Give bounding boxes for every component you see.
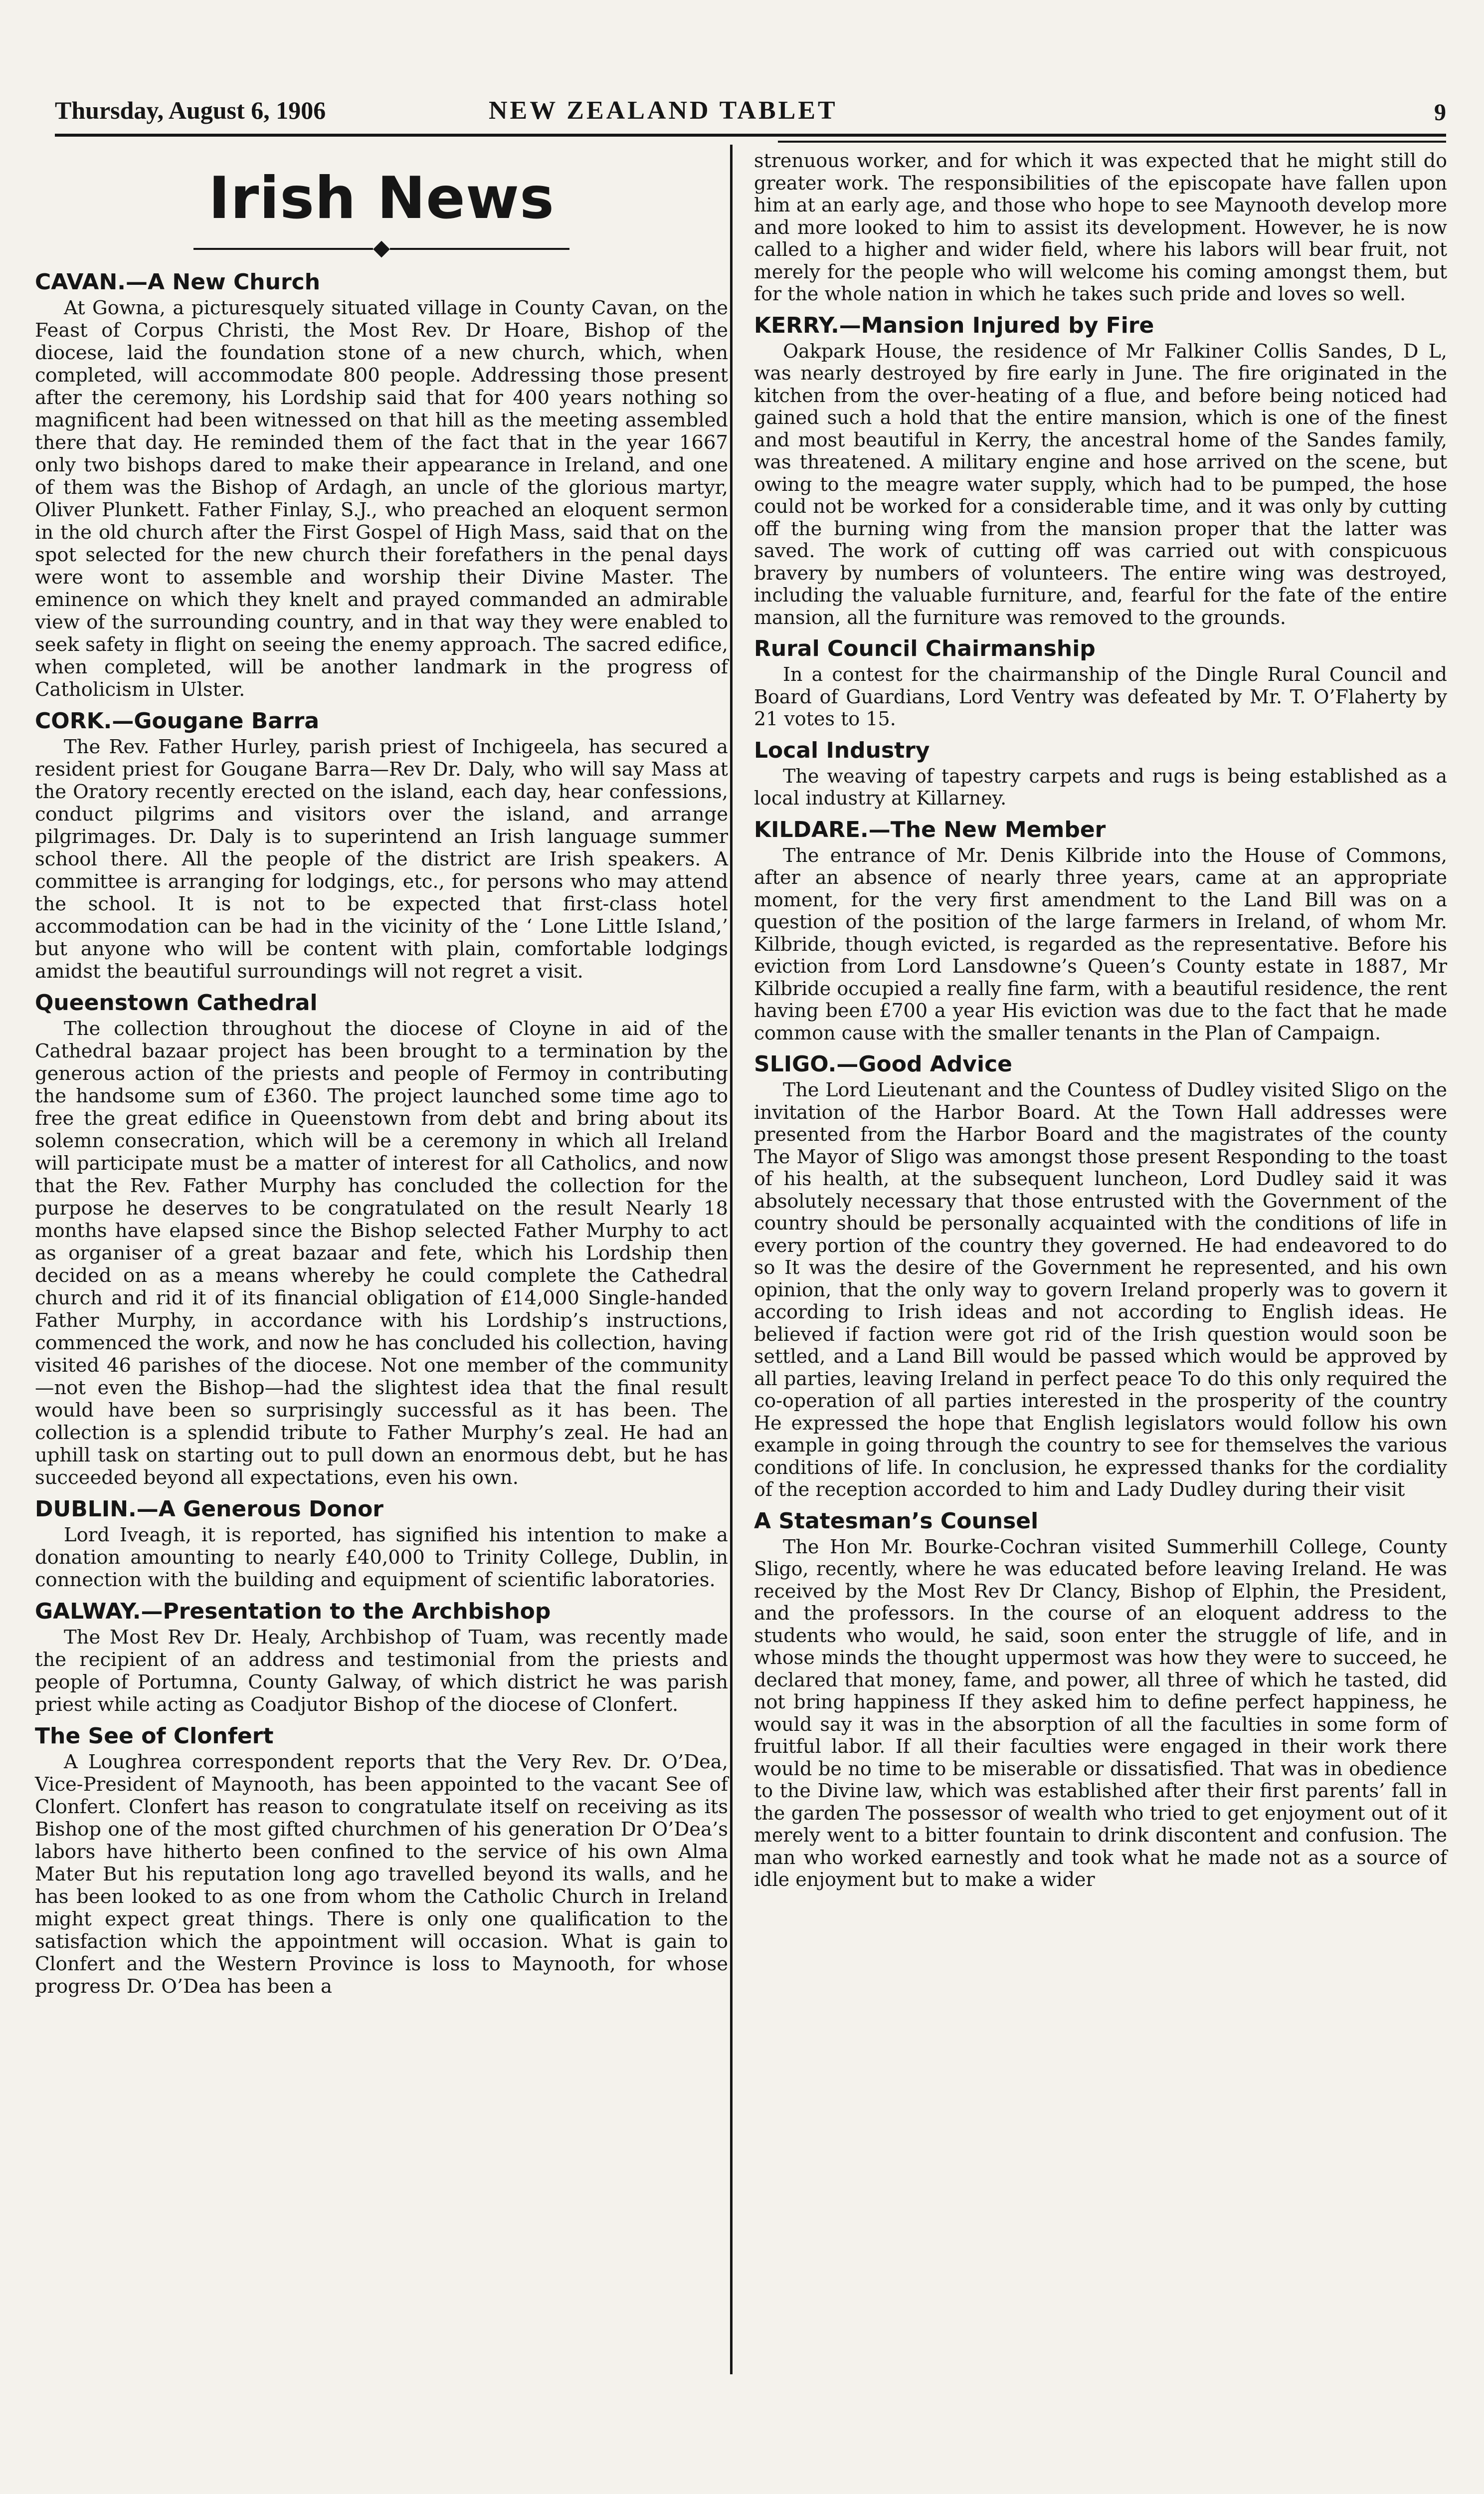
article-body: Lord Iveagh, it is reported, has signified his intention to make a donation amounting to nearly £40,000 to Trinity College, Dublin, in connection with the building and equipment of scientific laboratories.	[35, 1524, 728, 1591]
article-heading: Queenstown Cathedral	[35, 990, 318, 1016]
article-body: A Loughrea correspondent reports that the Very Rev. Dr. O’Dea, Vice-President of Maynooth, has been appointed to the vacant See of Clonfert. Clonfert has reason to congratulate itself on receiving as its Bishop one of the most gifted churchmen of his generation Dr O’Dea’s labors have hitherto been confined to the service of his own Alma Mater But his reputation long ago travelled beyond its walls, and he has been looked to as one from whom the Catholic Church in Ireland might expect great things. There is only one qualification to the satisfaction which the appointment will occasion. What is gain to Clonfert and the Western Province is loss to Maynooth, for whose progress Dr. O’Dea has been a	[35, 1751, 728, 1998]
header-rule-secondary	[778, 141, 1446, 143]
article-heading: GALWAY.—Presentation to the Archbishop	[35, 1599, 551, 1624]
article-body: Oakpark House, the residence of Mr Falkiner Collis Sandes, D L, was nearly destroyed by fire early in June. The fire originated in the kitchen from the over-heating of a flue, and before being noticed had gained such a hold that the entire mansion, which is one of the finest and most beautiful in Kerry, the ancestral home of the Sandes family, was threatened. A military engine and hose arrived on the scene, but owing to the meagre water supply, which had to be pumped, the hose could not be worked for a considerable time, and it was only by cutting off the burning wing from the mansion proper that the latter was saved. The work of cutting off was carried out with conspicuous bravery by numbers of volunteers. The entire wing was destroyed, including the valuable furniture, and, fearful for the fate of the entire mansion, all the furniture was removed to the grounds.	[754, 340, 1447, 628]
article-clonfert	[35, 1723, 728, 1998]
left-column	[35, 150, 728, 1998]
article-body: The collection throughout the diocese of Cloyne in aid of the Cathedral bazaar project has been brought to a termination by the generous action of the priests and people of Fermoy in contributing the handsome sum of £360. The project launched some time ago to free the great edifice in Queenstown from debt and bring about its solemn consecration, which will be a ceremony in which all Ireland will participate must be a matter of interest for all Catholics, and now that the Rev. Father Murphy has concluded the collection for the purpose he deserves to be congratulated on the result Nearly 18 months have elapsed since the Bishop selected Father Murphy to act as organiser of a great bazaar and fete, which his Lordship then decided on as a means whereby he could complete the Cathedral church and rid it of its financial obligation of £14,000 Single-handed Father Murphy, in accordance with his Lordship’s instructions, commenced the work, and now he has concluded his collection, having visited 46 parishes of the diocese. Not one member of the community—not even the Bishop—had the slightest idea that the final result would have been so surprisingly successful as it has been. The collection is a splendid tribute to Father Murphy’s zeal. He had an uphill task on starting out to pull down an enormous debt, but he has succeeded beyond all expectations, even his own.	[35, 1018, 728, 1489]
article-body: The Hon Mr. Bourke-Cochran visited Summerhill College, County Sligo, recently, where he was educated before leaving Ireland. He was received by the Most Rev Dr Clancy, Bishop of Elphin, the President, and the professors. In the course of an eloquent address to the students who would, he said, soon enter the struggle of life, and in whose minds the thought uppermost was how they were to succeed, he declared that money, fame, and power, all three of which he tasted, did not bring happiness If they asked him to define perfect happiness, he would say it was in the absorption of all the faculties in some form of fruitful labor. If all their faculties were engaged in their work there would be no time to be miserable or dissatisfied. That was in obedience to the Divine law, which was established after their first parents’ fall in the garden The possessor of wealth who tried to get enjoyment out of it merely went to a bitter fountain to drink discontent and confusion. The man who worked earnestly and took what he made not as a source of idle enjoyment but to make a wider	[754, 1535, 1447, 1890]
header-rule	[55, 134, 1446, 137]
article-body: The Rev. Father Hurley, parish priest of Inchigeela, has secured a resident priest for Gougane Barra—Rev Dr. Daly, who will say Mass at the Oratory recently erected on the island, each day, hear confessions, conduct pilgrims and visitors over the island, and arrange pilgrimages. Dr. Daly is to superintend an Irish language summer school there. All the people of the district are Irish speakers. A committee is arranging for lodgings, etc., for persons who may attend the school. It is not to be expected that first-class hotel accommodation can be had in the vicinity of the ‘ Lone Little Island,’ but anyone who will be content with plain, comfortable lodgings amidst the beautiful surroundings will not regret a visit.	[35, 736, 728, 983]
article-body: The entrance of Mr. Denis Kilbride into the House of Commons, after an absence of nearly three years, came at an appropriate moment, for the very first amendment to the Land Bill was on a question of the position of the large farmers in Ireland, of whom Mr. Kilbride, though evicted, is regarded as the representative. Before his eviction from Lord Lansdowne’s Queen’s County estate in 1887, Mr Kilbride occupied a really fine farm, with a beautiful residence, the rent having been £700 a year His eviction was due to the fact that he made common cause with the smaller tenants in the Plan of Campaign.	[754, 844, 1447, 1044]
article-heading: DUBLIN.—A Generous Donor	[35, 1496, 383, 1522]
article-heading: A Statesman’s Counsel	[754, 1508, 1039, 1534]
newspaper-name: NEW ZEALAND TABLET	[489, 96, 838, 125]
article-cavan	[35, 269, 728, 701]
article-body: At Gowna, a picturesquely situated village in County Cavan, on the Feast of Corpus Christi, the Most Rev. Dr Hoare, Bishop of the diocese, laid the foundation stone of a new church, which, when completed, will accommodate 800 people. Addressing those present after the ceremony, his Lordship said that for 400 years nothing so magnificent had been witnessed on that hill as the meeting assembled there that day. He reminded them of the fact that in the year 1667 only two bishops dared to make their appearance in Ireland, and one of them was the Bishop of Ardagh, an uncle of the glorious martyr, Oliver Plunkett. Father Finlay, S.J., who preached an eloquent sermon in the old church after the First Gospel of High Mass, said that on the spot selected for the new church their forefathers in the penal days were wont to assemble and worship their Divine Master. The eminence on which they knelt and prayed commanded an admirable view of the surrounding country, and in that way they were enabled to seek safety in flight on seeing the enemy approach. The sacred edifice, when completed, will be another landmark in the progress of Catholicism in Ulster.	[35, 297, 728, 701]
article-cork	[35, 708, 728, 983]
article-heading: CAVAN.—A New Church	[35, 269, 321, 295]
article-body: In a contest for the chairmanship of the Dingle Rural Council and Board of Guardians, Lord Ventry was defeated by Mr. T. O’Flaherty by 21 votes to 15.	[754, 663, 1447, 730]
title-ornament	[35, 237, 728, 259]
article-heading: Rural Council Chairmanship	[754, 636, 1096, 661]
article-heading: KERRY.—Mansion Injured by Fire	[754, 312, 1154, 338]
article-kerry	[754, 312, 1447, 629]
article-body: The Lord Lieutenant and the Countess of Dudley visited Sligo on the invitation of the Harbor Board. At the Town Hall addresses were presented from the Harbor Board and the magistrates of the county The Mayor of Sligo was amongst those present Responding to the toast of his health, at the subsequent luncheon, Lord Dudley said it was absolutely necessary that those entrusted with the Government of the country should be personally acquainted with the conditions of life in every portion of the country they governed. He had endeavored to do so It was the desire of the Government he represented, and his own opinion, that the only way to govern Ireland properly was to govern it according to Irish ideas and not according to English ideas. He believed if faction were got rid of the Irish question would soon be settled, and a Land Bill would be passed which would be approved by all parties, leaving Ireland in perfect peace To do this only required the co-operation of all parties interested in the prosperity of the country He expressed the hope that English legislators would follow his own example in going through the country to see for themselves the various conditions of life. In conclusion, he expressed thanks for the cordiality of the reception accorded to him and Lady Dudley during their visit	[754, 1079, 1447, 1500]
issue-date: Thursday, August 6, 1906	[55, 96, 326, 124]
right-column	[754, 150, 1447, 1891]
article-heading: KILDARE.—The New Member	[754, 817, 1106, 842]
article-body: The weaving of tapestry carpets and rugs is being established as a local industry at Killarney.	[754, 765, 1447, 809]
article-sligo	[754, 1051, 1447, 1501]
article-dublin	[35, 1496, 728, 1591]
article-statesman	[754, 1508, 1447, 1891]
article-body: strenuous worker, and for which it was expected that he might still do greater work. The responsibilities of the episcopate have fallen upon him at an early age, and those who hope to see Maynooth develop more and more looked to him to assist its development. However, he is now called to a higher and wider field, where his labors will bear fruit, not merely for the people who will welcome his coming amongst them, but for the whole nation in which he takes such pride and loves so well.	[754, 150, 1447, 305]
diamond-ornament-icon: ◆	[373, 235, 390, 260]
article-queenstown	[35, 990, 728, 1489]
article-clonfert-continued	[754, 150, 1447, 305]
article-rural-council	[754, 635, 1447, 730]
article-heading: SLIGO.—Good Advice	[754, 1051, 1012, 1077]
article-kildare	[754, 817, 1447, 1044]
article-body: The Most Rev Dr. Healy, Archbishop of Tuam, was recently made the recipient of an address and testimonial from the priests and people of Portumna, County Galway, of which district he was parish priest while acting as Coadjutor Bishop of the diocese of Clonfert.	[35, 1626, 728, 1716]
section-title: Irish News	[208, 165, 555, 232]
column-divider	[730, 145, 733, 2374]
article-heading: Local Industry	[754, 737, 930, 763]
article-galway	[35, 1598, 728, 1716]
article-local-industry	[754, 737, 1447, 810]
page-number: 9	[1434, 99, 1446, 126]
article-heading: The See of Clonfert	[35, 1723, 274, 1749]
article-heading: CORK.—Gougane Barra	[35, 708, 320, 734]
page-header	[55, 96, 1446, 132]
